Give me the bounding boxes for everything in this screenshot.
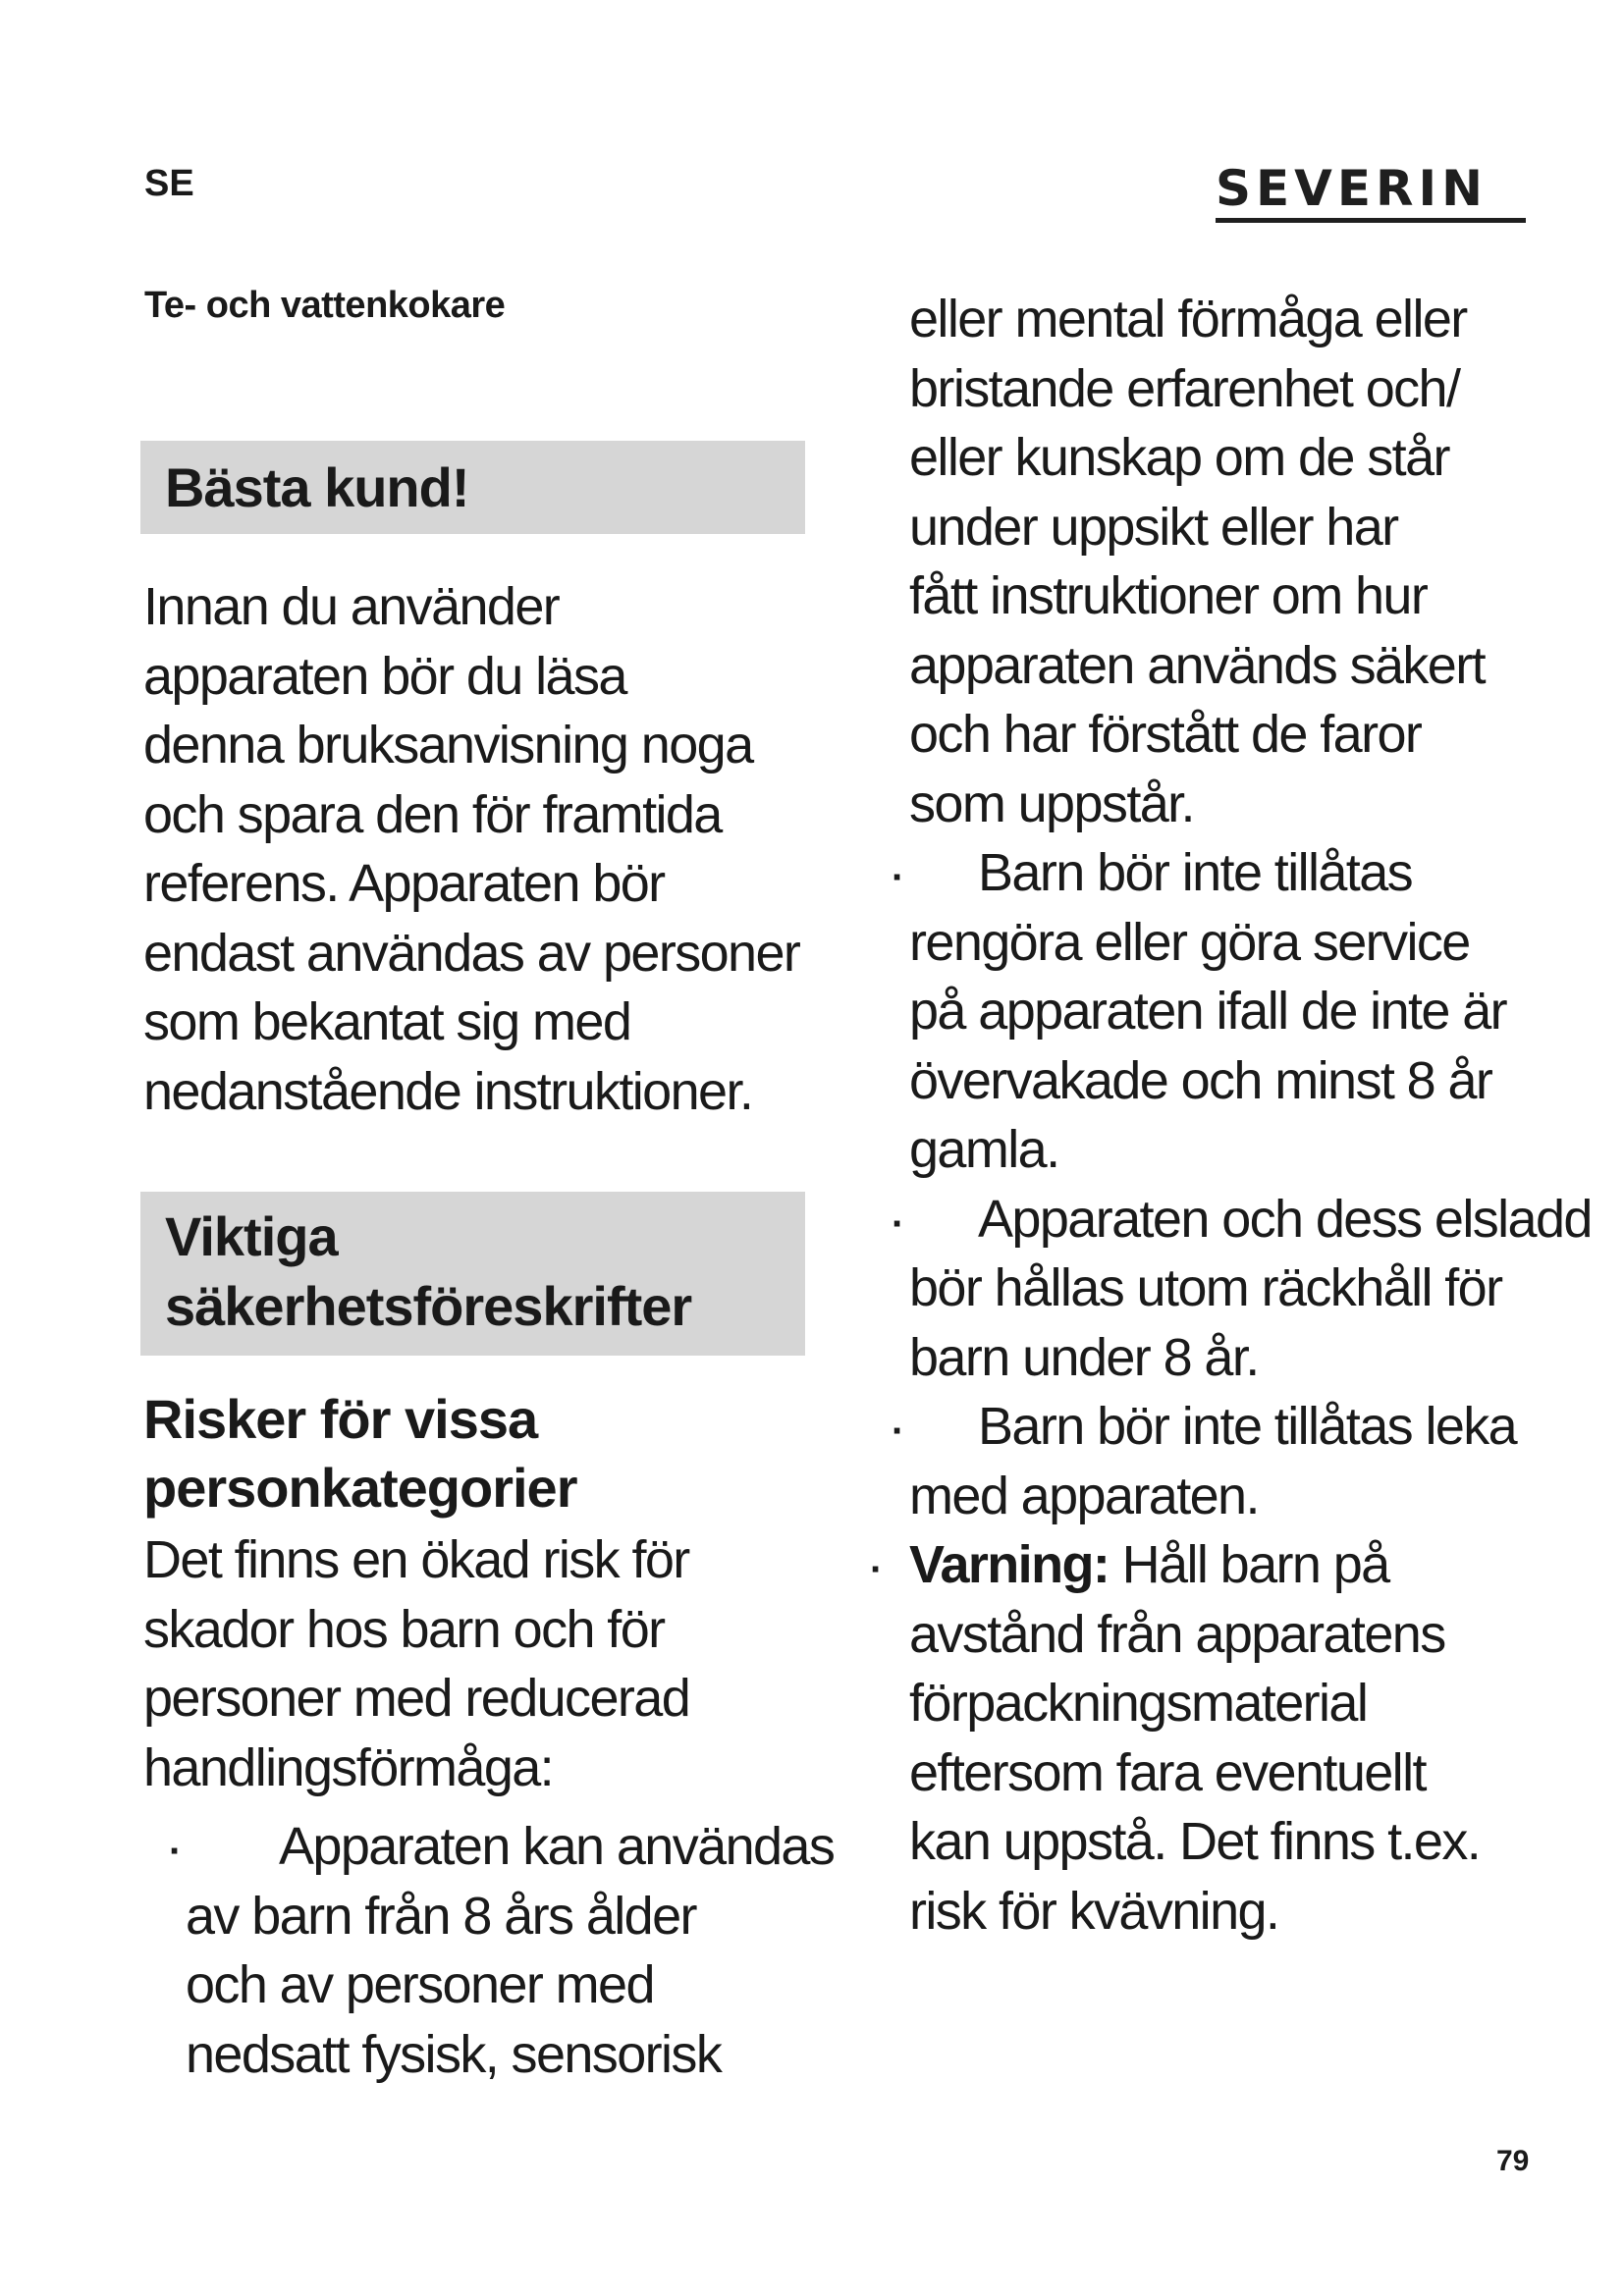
bullet-marker: ·	[892, 856, 903, 899]
bullet-line: och av personer med	[186, 1955, 654, 2014]
continuation-line: apparaten används säkert	[909, 635, 1486, 695]
bullet-first-line	[892, 1392, 1592, 1462]
risk-line: skador hos barn och för	[143, 1599, 665, 1659]
risk-line: handlingsförmåga:	[143, 1737, 554, 1797]
warning-line: eftersom fara eventuellt	[909, 1742, 1426, 1802]
bullet-line: gamla.	[909, 1120, 1059, 1179]
bullet-marker: ·	[870, 1548, 882, 1591]
bullet-line: barn under 8 år.	[909, 1327, 1259, 1387]
risk-paragraph	[143, 1525, 689, 1802]
bullet-line: av barn från 8 års ålder	[186, 1886, 696, 1946]
intro-line: denna bruksanvisning noga	[143, 716, 753, 774]
continuation-line: under uppsikt eller har	[909, 497, 1398, 557]
right-column	[870, 285, 1592, 1946]
continuation-line: fått instruktioner om hur	[909, 566, 1428, 625]
intro-line: Innan du använder	[143, 577, 560, 636]
bullet-first-line	[143, 1812, 834, 1882]
bullet-line: rengöra eller göra service	[909, 912, 1470, 972]
risk-line: Det finns en ökad risk för	[143, 1530, 689, 1589]
section-heading-dear-customer: Bästa kund!	[165, 456, 469, 518]
warning-first-line	[870, 1530, 1592, 1600]
warning-line: kan uppstå. Det finns t.ex.	[909, 1812, 1481, 1871]
continuation-line: och har förstått de faror	[909, 705, 1422, 764]
section-heading-safety	[165, 1201, 691, 1341]
bullet-marker: ·	[169, 1830, 181, 1873]
intro-paragraph	[143, 572, 799, 1126]
warning-line: förpackningsmaterial	[909, 1674, 1368, 1733]
warning-text: Håll barn på	[1109, 1535, 1389, 1594]
warning-line: risk för kvävning.	[909, 1881, 1279, 1941]
bullet-first-line	[892, 838, 1592, 908]
warning-label: Varning:	[909, 1535, 1110, 1594]
bullet-text: Apparaten kan användas	[279, 1817, 835, 1876]
intro-line: nedanstående instruktioner.	[143, 1061, 753, 1121]
intro-line: apparaten bör du läsa	[143, 646, 626, 706]
bullet-line: bör hållas utom räckhåll för	[909, 1258, 1502, 1317]
risk-line: personer med reducerad	[143, 1669, 690, 1728]
subheading-line: Risker för vissa	[143, 1388, 538, 1450]
bullet-line: nedsatt fysisk, sensorisk	[186, 2024, 722, 2084]
bullet-text: Barn bör inte tillåtas leka	[978, 1397, 1517, 1456]
bullet-line: på apparaten ifall de inte är	[909, 982, 1507, 1041]
continuation-line: eller mental förmåga eller	[909, 290, 1467, 348]
intro-line: som bekantat sig med	[143, 992, 631, 1051]
bullet-line: övervakade och minst 8 år	[909, 1050, 1492, 1110]
continuation-line: som uppstår.	[909, 774, 1194, 833]
bullet-text: Apparaten och dess elsladd	[978, 1189, 1592, 1249]
page-number: 79	[1496, 2145, 1530, 2177]
bullet-item	[143, 1812, 834, 2089]
language-code: SE	[144, 163, 194, 204]
bullet-text: Barn bör inte tillåtas	[978, 843, 1413, 902]
brand-underline	[1216, 218, 1526, 223]
intro-line: och spara den för framtida	[143, 784, 722, 844]
bullet-first-line	[892, 1185, 1592, 1255]
intro-line: endast användas av personer	[143, 923, 800, 983]
continuation-line: bristande erfarenhet och/	[909, 358, 1460, 418]
brand-logo: SEVERIN	[1216, 160, 1488, 217]
bullet-marker: ·	[892, 1410, 903, 1453]
warning-line: avstånd från apparatens	[909, 1604, 1445, 1664]
subheading-risks	[143, 1385, 577, 1522]
intro-line: referens. Apparaten bör	[143, 854, 665, 913]
heading-line: säkerhetsföreskrifter	[165, 1275, 692, 1337]
heading-line: Viktiga	[165, 1205, 338, 1267]
continuation-line: eller kunskap om de står	[909, 428, 1449, 487]
bullet-marker: ·	[892, 1201, 903, 1246]
product-title: Te- och vattenkokare	[144, 285, 506, 326]
bullet-line: med apparaten.	[909, 1466, 1259, 1525]
subheading-line: personkategorier	[143, 1457, 577, 1519]
